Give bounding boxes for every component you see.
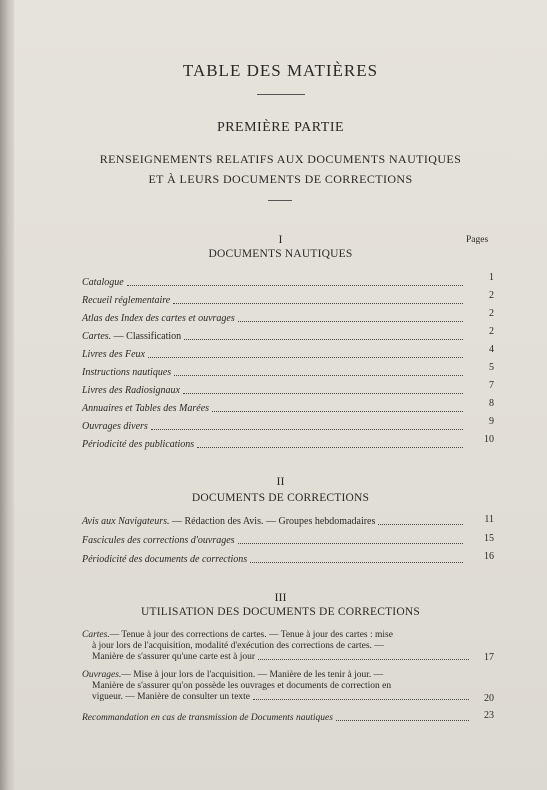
toc-entry: Avis aux Navigateurs. — Rédaction des Avis. — Groupes hebdomadaires (82, 516, 466, 528)
toc-entry: Ouvrages divers (82, 421, 466, 433)
subtitle-rule (268, 200, 292, 201)
toc-entry: Cartes. — Classification (82, 331, 466, 343)
book-page (14, 0, 547, 790)
part-heading: PREMIÈRE PARTIE (216, 120, 345, 135)
toc-page-number: 1 (489, 272, 494, 283)
section-numeral: I (278, 232, 283, 246)
toc-entry: Catalogue (82, 277, 466, 289)
toc-page-number: 4 (489, 344, 494, 355)
part-subtitle-line2: ET À LEURS DOCUMENTS DE CORRECTIONS (148, 172, 413, 186)
title-rule (257, 94, 305, 95)
toc-page-number: 2 (489, 326, 494, 337)
toc-page-number: 2 (489, 290, 494, 301)
toc-entry: Annuaires et Tables des Marées (82, 403, 466, 415)
section-numeral: II (276, 474, 285, 488)
toc-page-number: 20 (484, 693, 494, 704)
part-subtitle-line1: RENSEIGNEMENTS RELATIFS AUX DOCUMENTS NAUTIQUES (99, 152, 462, 166)
toc-page-number: 5 (489, 362, 494, 373)
toc-entry: Fascicules des corrections d'ouvrages (82, 535, 466, 547)
toc-page-number: 23 (484, 710, 494, 721)
toc-entry: Livres des Radiosignaux (82, 385, 466, 397)
toc-entry: Atlas des Index des cartes et ouvrages (82, 313, 466, 325)
toc-entry: Recommandation en cas de transmission de Documents nautiques (82, 712, 472, 724)
toc-page-number: 9 (489, 416, 494, 427)
toc-page-number: 7 (489, 380, 494, 391)
pages-column-label: Pages (466, 235, 489, 245)
toc-entry: Livres des Feux (82, 349, 466, 361)
toc-page-number: 2 (489, 308, 494, 319)
section-title: DOCUMENTS DE CORRECTIONS (191, 492, 370, 504)
toc-page-number: 15 (484, 533, 494, 544)
page-title: TABLE DES MATIÈRES (182, 61, 379, 80)
toc-page-number: 16 (484, 551, 494, 562)
toc-paragraph-entry: Cartes. — Tenue à jour des corrections de cartes. — Tenue à jour des cartes : mise à jour lors de l'acquisition, modalité d'exécution des corrections de cartes. — Manière de s'assurer qu'une carte est à jour (82, 630, 472, 663)
toc-entry: Recueil réglementaire (82, 295, 466, 307)
toc-page-number: 17 (484, 652, 494, 663)
toc-page-number: 10 (484, 434, 494, 445)
section-title: UTILISATION DES DOCUMENTS DE CORRECTIONS (141, 606, 420, 618)
section-title: DOCUMENTS NAUTIQUES (208, 248, 353, 260)
toc-entry: Périodicité des documents de corrections (82, 554, 466, 566)
toc-page-number: 8 (489, 398, 494, 409)
toc-entry: Instructions nautiques (82, 367, 466, 379)
toc-page-number: 11 (484, 514, 494, 525)
book-spine-shadow (0, 0, 14, 790)
section-numeral: III (274, 590, 287, 604)
toc-entry: Périodicité des publications (82, 439, 466, 451)
toc-paragraph-entry: Ouvrages. — Mise à jour lors de l'acquisition. — Manière de les tenir à jour. — Manière de s'assurer qu'on possède les ouvrages et documents de correction en vigueur. — Manière de consulter un texte (82, 670, 472, 703)
